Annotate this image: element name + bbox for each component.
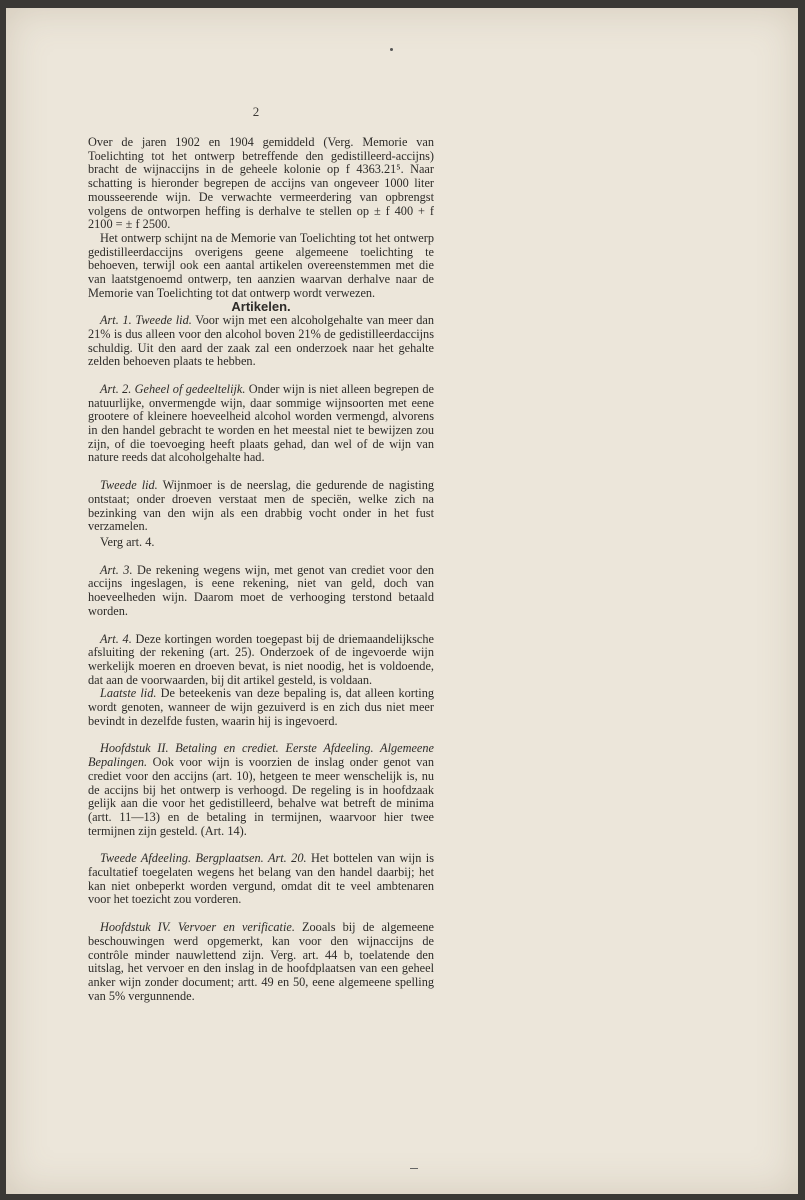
paragraph: Art. 2. Geheel of gedeeltelijk. Onder wijn is niet alleen begrepen de natuurlijke, onvermengde wijn, daar sommige wijnsoorten met eene grootere of kleinere hoeveelheid alcohol worden vermengd, alvorens in den handel gebracht te worden en het meestal niet te bewijzen zou zijn, of die toevoeging heeft plaats gehad, dan wel of de wijn van nature reeds dat alcoholgehalte had. xyxy=(88,381,434,465)
paragraph: Tweede Afdeeling. Bergplaatsen. Art. 20. Het bottelen van wijn is facultatief toegelaten wegens het belang van den handel daarbij; het kan niet onbeperkt worden vergund, omdat dit te veel ambtenaren voor het toezicht zou vorderen. xyxy=(88,851,434,907)
paragraph: Het ontwerp schijnt na de Memorie van Toelichting tot het ontwerp gedistilleerdaccijns overigens geene algemeene toelichting te behoeven, terwijl ook een aantal artikelen overeenstemmen met die van laatstgenoemd ontwerp, ten aanzien waarvan derhalve naar de Memorie van Toelichting tot dat ontwerp wordt verwezen. xyxy=(88,230,434,300)
section-heading: Artikelen. xyxy=(231,299,291,315)
paragraph: Art. 4. Deze kortingen worden toegepast bij de driemaandelijksche afsluiting der rekening (art. 25). Onderzoek of de ingevoerde wijn werkelijk moeren en droeven bevat, is niet noodig, het is voldoende, dat aan de voorwaarden, bij dit artikel gesteld, is voldaan. xyxy=(88,631,434,687)
paragraph: Hoofdstuk IV. Vervoer en verificatie. Zooals bij de algemeene beschouwingen werd opgemerkt, kan voor den wijnaccijns de contrôle minder nauwlettend zijn. Verg. art. 44 b, toelatende den uitslag, het vervoer en den inslag in de hoofdplaatsen van een geheel anker wijn zonder document; artt. 49 en 50, eene algemeene spelling van 5% vergunnende. xyxy=(88,920,435,1003)
document-page xyxy=(6,8,798,1194)
paragraph: Laatste lid. De beteekenis van deze bepaling is, dat alleen korting wordt genoten, wanneer de wijn gezuiverd is en zich dus niet meer bevindt in dezelfde fusten, waarin hij is ingevoerd. xyxy=(88,686,434,728)
paragraph: Hoofdstuk II. Betaling en crediet. Eerste Afdeeling. Algemeene Bepalingen. Ook voor wijn is voorzien de inslag onder genot van crediet voor den accijns (art. 10), hetgeen te meer wenschelijk is, nu de accijns bij het ontwerp is verhoogd. De regeling is in hoofdzaak gelijk aan die voor het gedistilleerd, behalve wat betreft de minima (artt. 11—13) en de betaling in termijnen, waarvoor hier twee termijnen zijn gesteld. (Art. 14). xyxy=(88,741,434,838)
paragraph: Tweede lid. Wijnmoer is de neerslag, die gedurende de nagisting ontstaat; onder droeven verstaat men de speciën, welke zich na bezinking van den wijn als een drabbig vocht onder in het fust verzamelen. xyxy=(88,478,434,534)
ink-speck xyxy=(410,1168,418,1169)
page-number: 2 xyxy=(252,104,260,119)
document-body xyxy=(88,136,434,1003)
ink-speck xyxy=(390,48,393,51)
paragraph: Verg art. 4. xyxy=(100,534,155,549)
paragraph: Over de jaren 1902 en 1904 gemiddeld (Verg. Memorie van Toelichting tot het ontwerp betreffende den gedistilleerd-accijns) bracht de wijnaccijns in de geheele kolonie op f 4363.21⁵. Naar schatting is hieronder begrepen de accijns van ongeveer 1000 liter mousseerende wijn. De verwachte vermeerdering van opbrengst volgens de ontworpen heffing is derhalve te stellen op ± f 400 + f 2100 = ± f 2500. xyxy=(88,135,434,232)
paragraph: Art. 3. De rekening wegens wijn, met genot van crediet voor den accijns ingeslagen, is eene rekening, niet van geld, doch van hoeveelheden wijn. Daarom moet de verhooging terstond betaald worden. xyxy=(88,562,434,618)
paragraph: Art. 1. Tweede lid. Voor wijn met een alcoholgehalte van meer dan 21% is dus alleen voor den alcohol boven 21% de gedistilleerdaccijns schuldig. Uit den aard der zaak zal een onderzoek naar het gehalte zelden behoeven plaats te hebben. xyxy=(88,313,434,369)
